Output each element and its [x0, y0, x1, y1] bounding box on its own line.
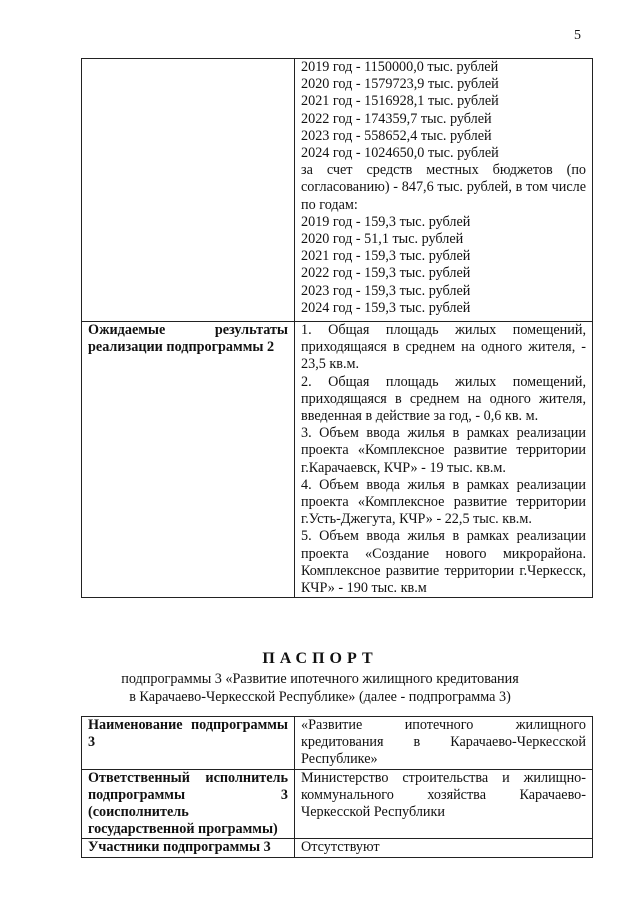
funding-results-table	[81, 58, 593, 598]
responsible-executor-label: Ответственный исполнитель подпрограммы 3 (соисполнитель государственной программы)	[82, 769, 295, 839]
local-year-line: 2019 год - 159,3 тыс. рублей	[301, 213, 471, 230]
passport-table	[81, 716, 593, 858]
empty-label-cell	[82, 59, 295, 322]
local-year-line: 2020 год - 51,1 тыс. рублей	[301, 231, 464, 248]
responsible-executor-value: Министерство строительства и жилищно-коммунального хозяйства Карачаево-Черкесской Республики	[295, 769, 593, 839]
funding-year-line: 2023 год - 558652,4 тыс. рублей	[301, 127, 492, 144]
expected-results-cell	[295, 322, 593, 598]
passport-subtitle-line: подпрограммы 3 «Развитие ипотечного жилищного кредитования	[121, 671, 519, 687]
table-row	[82, 59, 593, 322]
expected-results-label: Ожидаемые результаты реализации подпрограммы 2	[82, 322, 295, 598]
local-budget-text: за счет средств местных бюджетов (по согласованию) - 847,6 тыс. рублей, в том числе по годам:	[301, 162, 586, 213]
funding-year-line: 2019 год - 1150000,0 тыс. рублей	[301, 59, 499, 75]
passport-title: ПАСПОРТ	[262, 650, 378, 667]
funding-cell	[295, 59, 593, 322]
result-item: 1. Общая площадь жилых помещений, приходящаяся в среднем на одного жителя, - 23,5 кв.м.	[301, 322, 586, 373]
result-item: 2. Общая площадь жилых помещений, приходящаяся в среднем на одного жителя, введенная в действие за год, - 0,6 кв. м.	[301, 373, 586, 425]
subprogram-name-value: «Развитие ипотечного жилищного кредитования в Карачаево-Черкесской Республике»	[295, 717, 593, 770]
local-year-line: 2022 год - 159,3 тыс. рублей	[301, 265, 471, 282]
table-row	[82, 769, 593, 839]
funding-year-line: 2024 год - 1024650,0 тыс. рублей	[301, 145, 499, 162]
subprogram-name-label: Наименование подпрограммы 3	[82, 717, 295, 770]
passport-subtitle-line: в Карачаево-Черкесской Республике» (далее - подпрограмма 3)	[129, 689, 511, 705]
local-year-line: 2023 год - 159,3 тыс. рублей	[301, 282, 471, 299]
participants-value: Отсутствуют	[295, 839, 593, 857]
table-row	[82, 717, 593, 770]
funding-year-line: 2021 год - 1516928,1 тыс. рублей	[301, 93, 499, 110]
funding-year-line: 2022 год - 174359,7 тыс. рублей	[301, 110, 492, 127]
table-row	[82, 839, 593, 857]
table-row	[82, 322, 593, 598]
local-year-line: 2021 год - 159,3 тыс. рублей	[301, 248, 471, 265]
result-item: 3. Объем ввода жилья в рамках реализации проекта «Комплексное развитие территории г.Карачаевск, КЧР» - 19 тыс. кв.м.	[301, 425, 586, 476]
funding-year-line: 2020 год - 1579723,9 тыс. рублей	[301, 76, 499, 93]
passport-subtitle	[0, 670, 640, 706]
participants-label: Участники подпрограммы 3	[82, 839, 295, 857]
result-item: 4. Объем ввода жилья в рамках реализации проекта «Комплексное развитие территории г.Усть-Джегута, КЧР» - 22,5 тыс. кв.м.	[301, 476, 586, 528]
result-item: 5. Объем ввода жилья в рамках реализации проекта «Создание нового микрорайона. Комплексное развитие территории г.Черкесск, КЧР» - 190 тыс. кв.м	[301, 528, 586, 597]
local-year-line: 2024 год - 159,3 тыс. рублей	[301, 299, 471, 316]
page-number: 5	[574, 28, 581, 43]
